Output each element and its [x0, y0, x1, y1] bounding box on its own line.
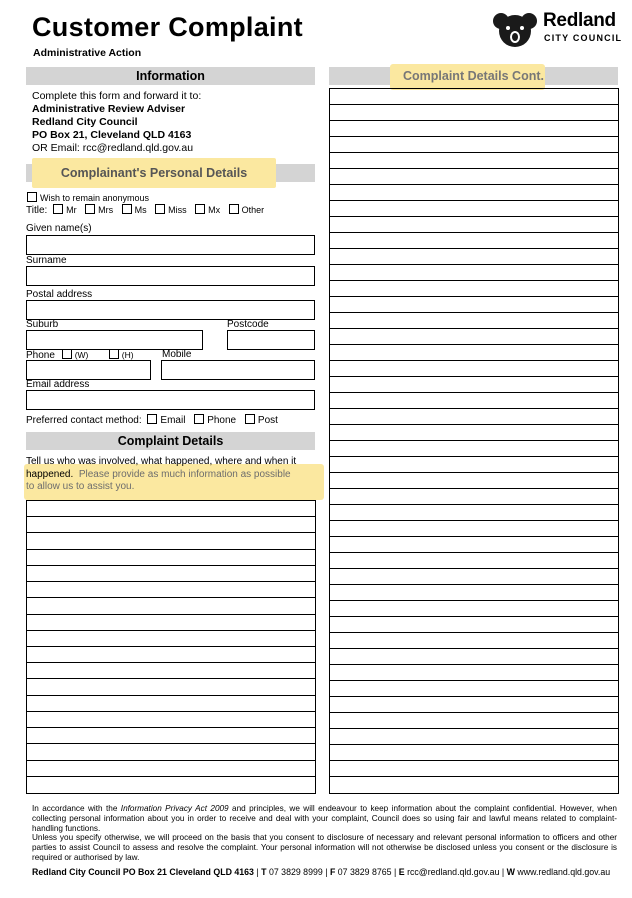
writing-line[interactable] — [330, 729, 618, 745]
writing-line[interactable] — [330, 777, 618, 793]
writing-line[interactable] — [330, 569, 618, 585]
email-field[interactable] — [26, 390, 315, 410]
information-heading: Information — [26, 67, 315, 85]
writing-line[interactable] — [27, 550, 315, 566]
surname-label: Surname — [26, 255, 67, 266]
contact-phone-checkbox[interactable] — [194, 414, 204, 424]
writing-line[interactable] — [330, 473, 618, 489]
writing-line[interactable] — [330, 713, 618, 729]
writing-line[interactable] — [330, 105, 618, 121]
anonymous-checkbox[interactable] — [27, 192, 37, 202]
writing-line[interactable] — [330, 281, 618, 297]
information-line-5: OR Email: rcc@redland.qld.gov.au — [32, 142, 194, 154]
writing-line[interactable] — [330, 649, 618, 665]
complaint-cont-lines[interactable] — [329, 88, 619, 794]
information-text — [32, 90, 201, 155]
writing-line[interactable] — [27, 679, 315, 695]
privacy-paragraph-2: Unless you specify otherwise, we will proceed on the basis that you consent to disclosure of necessary and relevant personal information to officers and other parties to assist Council to assess and resolve the complaint. Your personal information will not otherwise be disclosed unless you consent or the disclosure is required or authorised by law. — [32, 833, 617, 862]
writing-line[interactable] — [27, 533, 315, 549]
writing-line[interactable] — [330, 761, 618, 777]
anonymous-label: Wish to remain anonymous — [40, 193, 150, 203]
writing-line[interactable] — [27, 744, 315, 760]
complaint-cont-heading: Complaint Details Cont. — [403, 69, 544, 83]
information-line-2: Administrative Review Adviser — [32, 103, 186, 115]
title-mr-checkbox[interactable] — [53, 204, 63, 214]
complaint-instructions — [26, 456, 326, 494]
suburb-field[interactable] — [26, 330, 203, 350]
writing-line[interactable] — [330, 201, 618, 217]
writing-line[interactable] — [330, 377, 618, 393]
email-label: Email address — [26, 379, 90, 390]
form-title: Customer Complaint — [32, 12, 303, 42]
instructions-line-2a: happened. — [26, 468, 74, 480]
personal-details-heading: Complainant's Personal Details — [60, 166, 248, 180]
writing-line[interactable] — [330, 585, 618, 601]
writing-line[interactable] — [330, 745, 618, 761]
writing-line[interactable] — [27, 631, 315, 647]
writing-line[interactable] — [27, 501, 315, 517]
writing-line[interactable] — [330, 329, 618, 345]
privacy-p1-a: In accordance with the — [32, 804, 121, 813]
writing-line[interactable] — [330, 505, 618, 521]
mobile-label: Mobile — [162, 349, 192, 360]
writing-line[interactable] — [330, 249, 618, 265]
privacy-p1-b: and principles, we will endeavour to keep information about the complaint confidential. However, when collecting personal information about you in order to receive and deal with your complaint, Council does so using fair and lawful means related to complaint-handling functions. — [32, 804, 617, 833]
writing-line[interactable] — [330, 633, 618, 649]
writing-line[interactable] — [27, 582, 315, 598]
writing-line[interactable] — [330, 297, 618, 313]
postal-address-label: Postal address — [26, 289, 93, 300]
anonymous-option[interactable] — [27, 192, 149, 203]
writing-line[interactable] — [27, 712, 315, 728]
writing-line[interactable] — [330, 217, 618, 233]
form-subtitle: Administrative Action — [33, 47, 142, 59]
writing-line[interactable] — [330, 185, 618, 201]
writing-line[interactable] — [330, 233, 618, 249]
writing-line[interactable] — [330, 425, 618, 441]
surname-field[interactable] — [26, 266, 315, 286]
writing-line[interactable] — [330, 169, 618, 185]
writing-line[interactable] — [330, 665, 618, 681]
given-name-field[interactable] — [26, 235, 315, 255]
privacy-paragraph-1 — [32, 804, 617, 833]
contact-w-label: W — [506, 867, 515, 877]
writing-line[interactable] — [330, 697, 618, 713]
writing-line[interactable] — [27, 777, 315, 793]
title-mx-label: Mx — [208, 205, 221, 215]
contact-web: www.redland.qld.gov.au — [514, 867, 611, 877]
title-miss-checkbox[interactable] — [155, 204, 165, 214]
writing-line[interactable] — [27, 761, 315, 777]
contact-email-label: Email — [160, 415, 186, 426]
writing-line[interactable] — [330, 409, 618, 425]
writing-line[interactable] — [27, 663, 315, 679]
writing-line[interactable] — [330, 553, 618, 569]
writing-line[interactable] — [330, 521, 618, 537]
title-ms-label: Ms — [134, 205, 147, 215]
title-other-checkbox[interactable] — [229, 204, 239, 214]
writing-line[interactable] — [330, 457, 618, 473]
given-name-label: Given name(s) — [26, 223, 92, 234]
council-logo — [493, 10, 537, 55]
contact-phone-label: Phone — [207, 415, 237, 426]
contact-t-label: T — [261, 867, 267, 877]
writing-line[interactable] — [330, 537, 618, 553]
preferred-contact-label: Preferred contact method: — [26, 415, 142, 426]
postcode-field[interactable] — [227, 330, 315, 350]
writing-line[interactable] — [330, 489, 618, 505]
phone-work-label: (W) — [74, 350, 89, 360]
writing-line[interactable] — [330, 137, 618, 153]
instructions-line-2b: Please provide as much information as possible — [78, 468, 291, 480]
contact-e-label: E — [398, 867, 405, 877]
information-line-3: Redland City Council — [32, 116, 138, 128]
logo-name: Redland — [543, 10, 616, 31]
phone-home-label: (H) — [121, 350, 134, 360]
preferred-contact-row — [26, 414, 278, 426]
koala-logo-icon — [493, 10, 537, 50]
title-ms-checkbox[interactable] — [122, 204, 132, 214]
contact-email: rcc@redland.qld.gov.au | — [404, 867, 507, 877]
contact-phone: 07 3829 8999 | — [266, 867, 330, 877]
contact-fax: 07 3829 8765 | — [335, 867, 399, 877]
writing-line[interactable] — [330, 313, 618, 329]
writing-line[interactable] — [330, 345, 618, 361]
writing-line[interactable] — [27, 728, 315, 744]
writing-line[interactable] — [330, 153, 618, 169]
privacy-act-name: Information Privacy Act 2009 — [120, 804, 229, 813]
writing-line[interactable] — [330, 361, 618, 377]
privacy-statement — [32, 804, 617, 863]
writing-line[interactable] — [330, 89, 618, 105]
title-miss-label: Miss — [168, 205, 187, 215]
title-mrs-label: Mrs — [98, 205, 114, 215]
title-mx-checkbox[interactable] — [195, 204, 205, 214]
title-options — [26, 204, 264, 216]
writing-line[interactable] — [330, 617, 618, 633]
instructions-line-1: Tell us who was involved, what happened, where and when it — [26, 456, 297, 467]
complaint-details-lines[interactable] — [26, 500, 316, 794]
postcode-label: Postcode — [227, 319, 269, 330]
logo-subtext: CITY COUNCIL — [544, 33, 623, 43]
suburb-label: Suburb — [26, 319, 59, 330]
contact-footer — [32, 867, 610, 877]
contact-email-checkbox[interactable] — [147, 414, 157, 424]
contact-sep: | — [253, 867, 262, 877]
instructions-line-3: to allow us to assist you. — [26, 481, 135, 492]
writing-line[interactable] — [330, 393, 618, 409]
complaint-details-heading: Complaint Details — [26, 432, 315, 450]
contact-address: Redland City Council PO Box 21 Cleveland QLD 4163 — [32, 867, 254, 877]
information-line-4: PO Box 21, Cleveland QLD 4163 — [32, 129, 192, 141]
writing-line[interactable] — [27, 647, 315, 663]
information-line-1: Complete this form and forward it to: — [32, 90, 202, 102]
phone-field[interactable] — [26, 360, 151, 380]
writing-line[interactable] — [27, 598, 315, 614]
writing-line[interactable] — [27, 696, 315, 712]
instructions-line-2 — [26, 469, 326, 482]
title-other-label: Other — [241, 205, 265, 215]
writing-line[interactable] — [330, 681, 618, 697]
phone-work-checkbox[interactable] — [62, 349, 72, 359]
writing-line[interactable] — [27, 566, 315, 582]
title-label: Title: — [26, 205, 48, 216]
writing-line[interactable] — [330, 601, 618, 617]
contact-post-checkbox[interactable] — [245, 414, 255, 424]
writing-line[interactable] — [27, 517, 315, 533]
phone-home-checkbox[interactable] — [109, 349, 119, 359]
title-mrs-checkbox[interactable] — [85, 204, 95, 214]
contact-post-label: Post — [257, 415, 278, 426]
contact-f-label: F — [329, 867, 336, 877]
writing-line[interactable] — [27, 615, 315, 631]
postal-address-field[interactable] — [26, 300, 315, 320]
title-mr-label: Mr — [66, 205, 77, 215]
writing-line[interactable] — [330, 441, 618, 457]
mobile-field[interactable] — [161, 360, 315, 380]
writing-line[interactable] — [330, 265, 618, 281]
phone-label: Phone — [26, 350, 55, 361]
writing-line[interactable] — [330, 121, 618, 137]
